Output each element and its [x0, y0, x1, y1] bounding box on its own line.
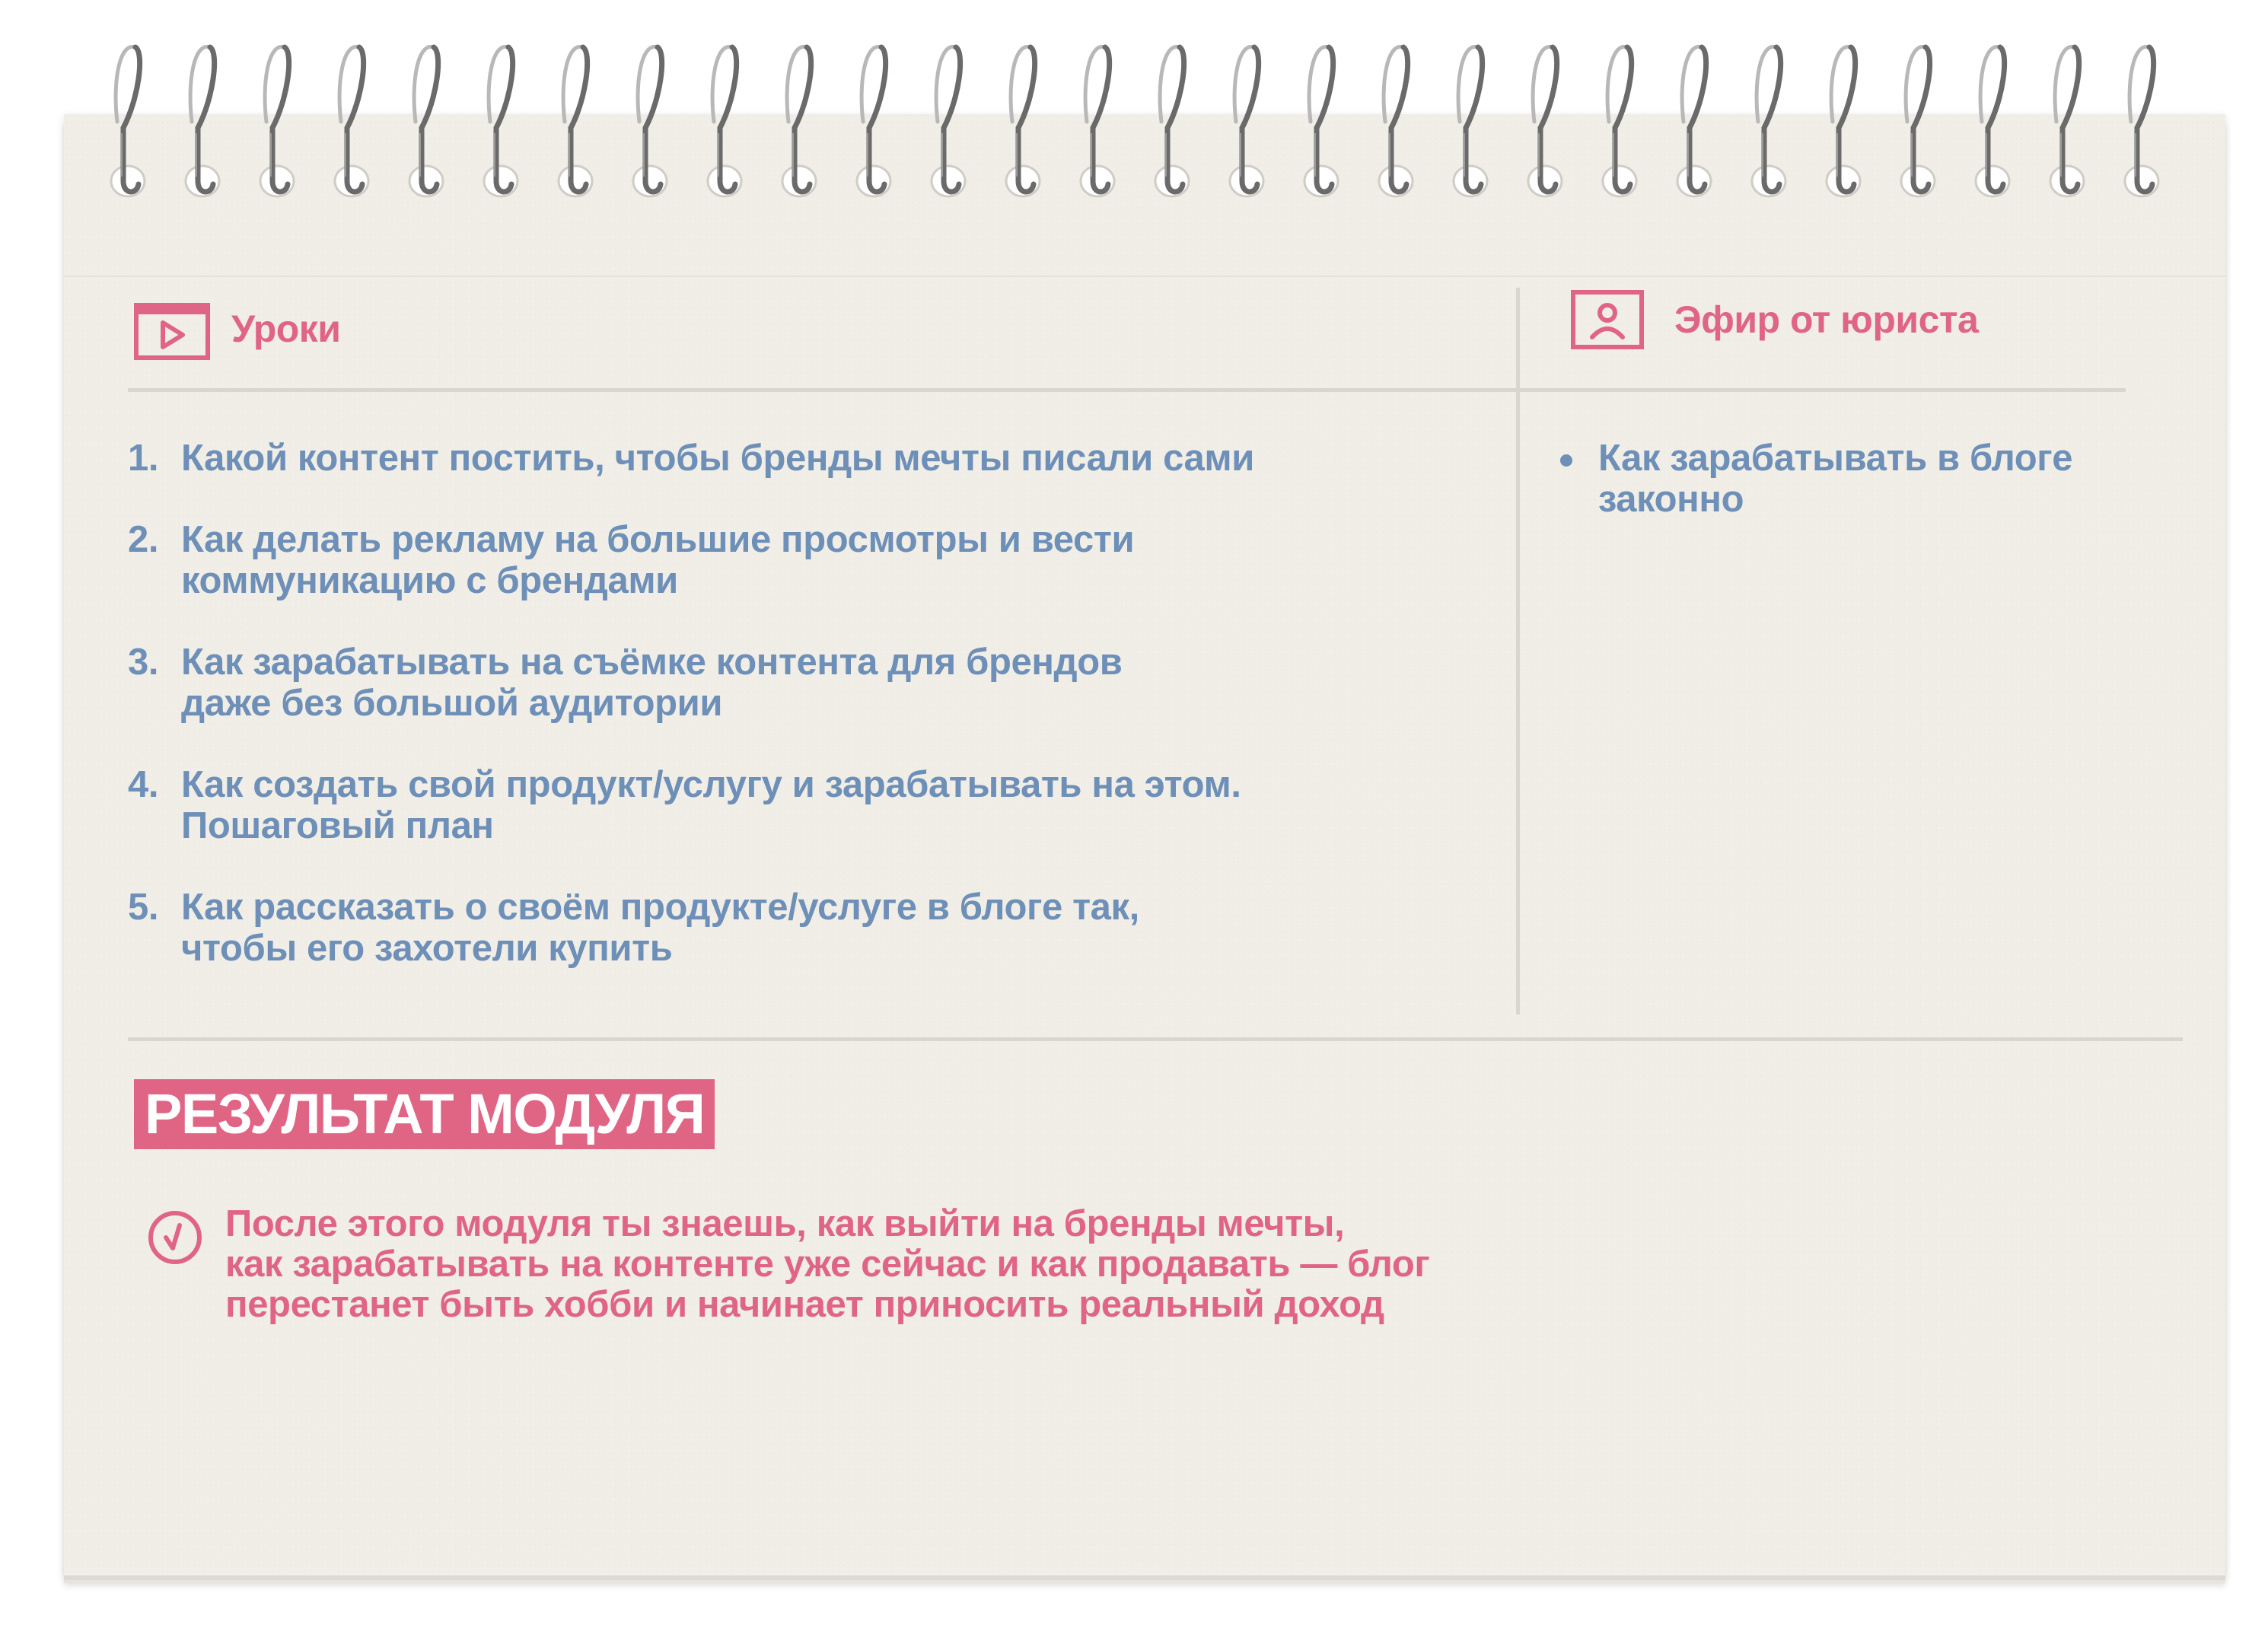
list-item-text	[181, 887, 1399, 969]
list-item-number: 4.	[128, 764, 159, 805]
spiral-ring	[1081, 46, 1114, 196]
header-divider	[128, 388, 2126, 392]
lawyer-title: Эфир от юриста	[1674, 298, 1979, 341]
result-badge: РЕЗУЛЬТАТ МОДУЛЯ	[134, 1079, 715, 1149]
spiral-ring	[1454, 46, 1487, 196]
list-item	[128, 438, 1498, 479]
spiral-ring	[260, 46, 294, 196]
list-item-text	[181, 519, 1399, 601]
spiral-ring	[782, 46, 816, 196]
bullet-icon	[1560, 454, 1572, 467]
list-item	[128, 519, 1498, 601]
list-item-number: 5.	[128, 887, 159, 928]
list-item-line: Как зарабатывать на съёмке контента для брендов даже без большой аудитории	[181, 642, 1123, 724]
spiral-ring	[1603, 46, 1636, 196]
list-item-number: 2.	[128, 519, 159, 560]
spiral-ring	[708, 46, 741, 196]
list-item	[128, 887, 1498, 969]
list-item-text: Какой контент постить, чтобы бренды мечты писали сами	[181, 438, 1254, 479]
list-item	[128, 764, 1498, 846]
spiral-ring	[1901, 46, 1935, 196]
result-text: После этого модуля ты знаешь, как выйти на бренды мечты, как зарабатывать на контенте уже сейчас и как продавать — блог перестанет быть хобби и начинает приносить реальный доход	[225, 1203, 1430, 1325]
spiral-ring	[1752, 46, 1785, 196]
spiral-ring	[186, 46, 219, 196]
spiral-ring	[1379, 46, 1413, 196]
spiral-ring	[335, 46, 368, 196]
lawyer-list	[1560, 438, 2139, 520]
spiral-ring	[409, 46, 443, 196]
spiral-ring	[484, 46, 518, 196]
play-icon	[134, 303, 210, 364]
spiral-ring	[559, 46, 592, 196]
check-circle-icon	[146, 1209, 204, 1270]
user-icon	[1571, 290, 1644, 353]
spiral-ring	[857, 46, 890, 196]
list-item-text: Как зарабатывать в блоге законно	[1598, 438, 2073, 520]
lessons-list	[128, 438, 1498, 1009]
spiral-ring	[633, 46, 667, 196]
list-item	[128, 642, 1498, 724]
section-divider	[128, 1037, 2183, 1041]
column-divider	[1516, 288, 1520, 1015]
list-item-number: 1.	[128, 438, 159, 479]
spiral-ring	[1976, 46, 2009, 196]
spiral-ring	[1230, 46, 1263, 196]
spiral-ring	[1155, 46, 1189, 196]
spiral-ring	[2050, 46, 2084, 196]
list-item-text	[181, 642, 1399, 724]
spiral-ring	[2125, 46, 2158, 196]
spiral-ring	[111, 46, 145, 196]
lessons-title: Уроки	[231, 307, 341, 350]
spiral-ring	[1528, 46, 1562, 196]
list-item	[1560, 438, 2139, 520]
list-item-number: 3.	[128, 642, 159, 683]
list-item-line: Как создать свой продукт/услугу и зарабатывать на этом. Пошаговый план	[181, 764, 1241, 846]
spiral-ring	[932, 46, 965, 196]
spiral-ring	[1304, 46, 1338, 196]
spiral-ring	[1006, 46, 1040, 196]
list-item-line: Как делать рекламу на большие просмотры и вести коммуникацию с брендами	[181, 519, 1135, 601]
perforation-line	[64, 276, 2225, 277]
spiral-ring	[1827, 46, 1860, 196]
spiral-binding	[0, 0, 2268, 244]
list-item-text	[181, 764, 1399, 846]
list-item-line: Как рассказать о своём продукте/услуге в блоге так, чтобы его захотели купить	[181, 887, 1139, 969]
spiral-ring	[1677, 46, 1711, 196]
